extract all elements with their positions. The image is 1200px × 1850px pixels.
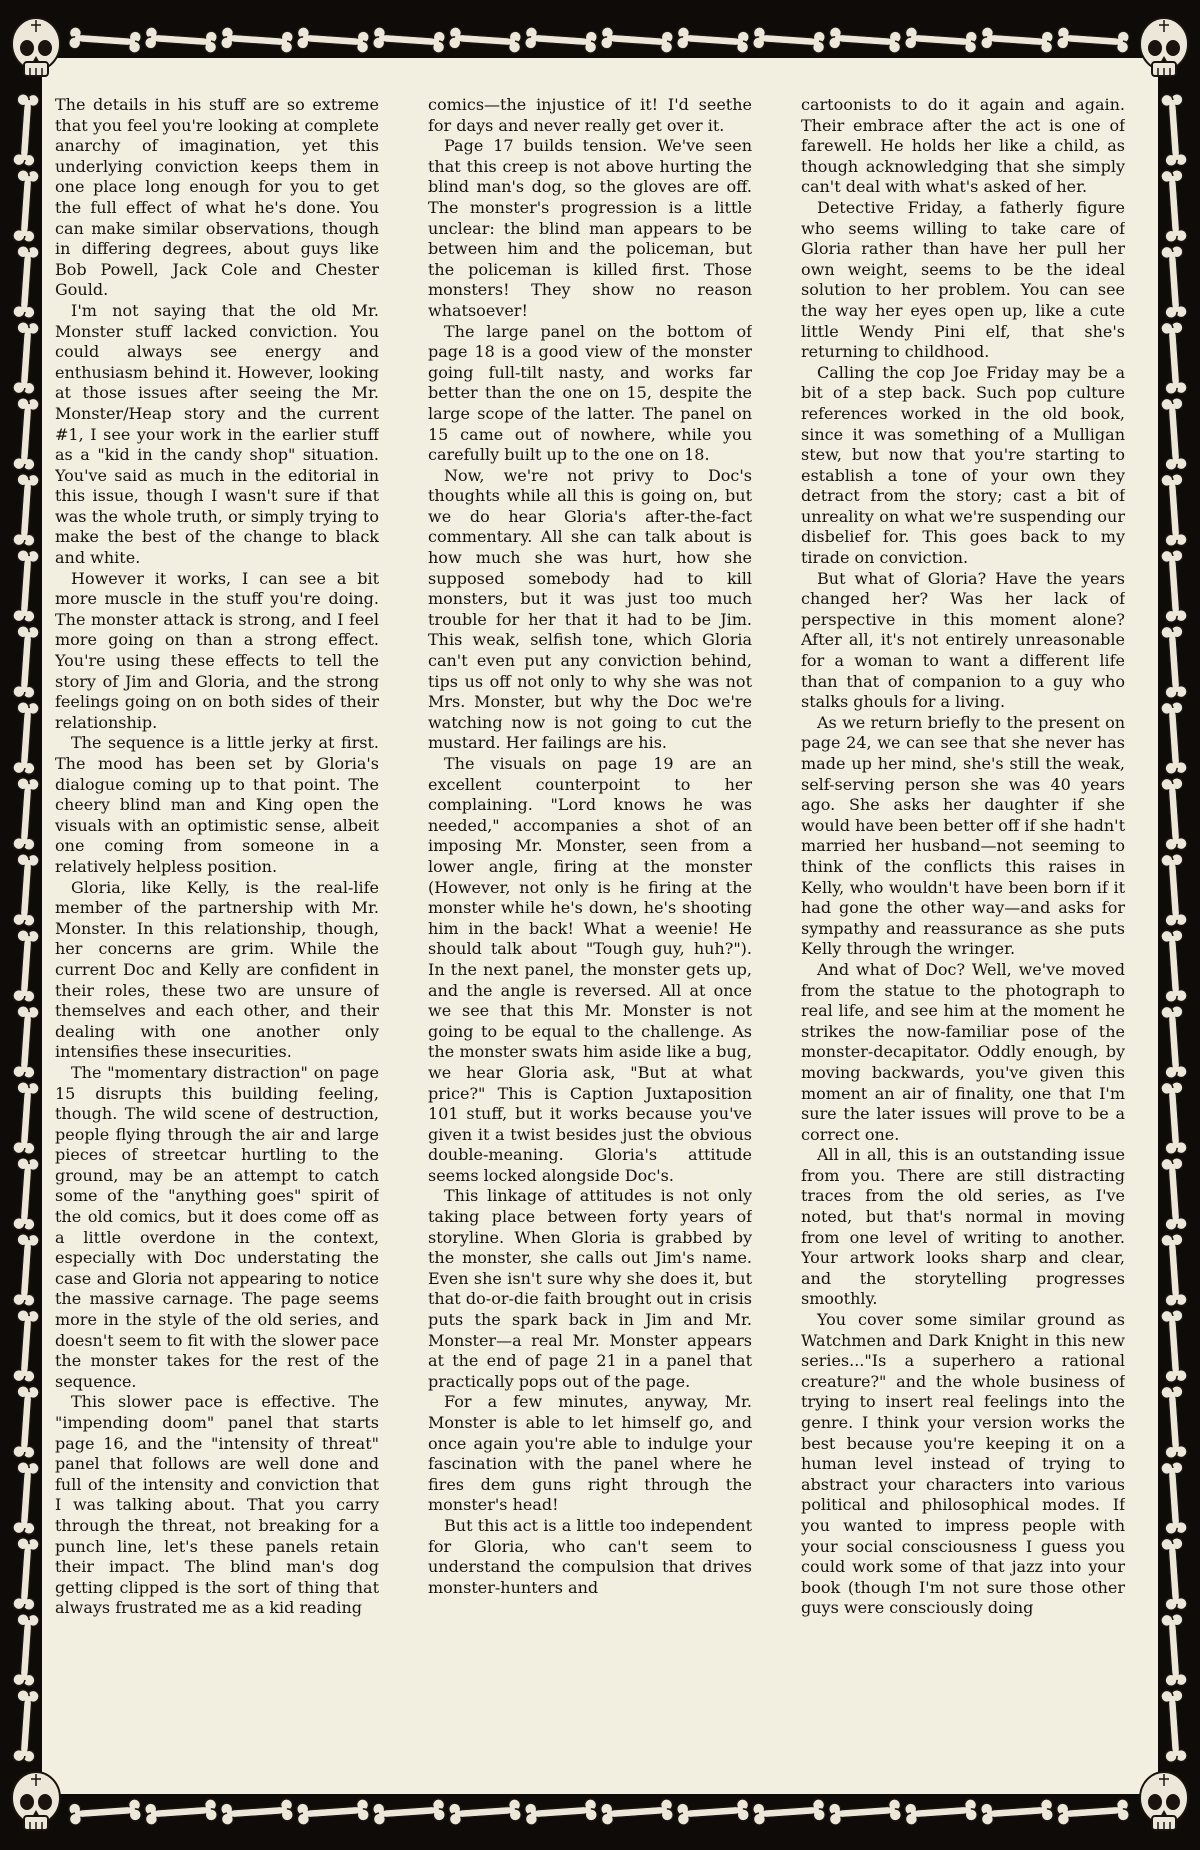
bone-icon (980, 1799, 1053, 1826)
bone-icon (1161, 1005, 1188, 1078)
paragraph: The details in his stuff are so extreme that you feel you're looking at complete anarchy of imagination, yet this underlying conviction keeps them in one place long enough for you to get the full effect of what he's done. You can make similar observations, though in differing degrees, about guys like Bob Powell, Jack Cole and Chester Gould. (55, 95, 379, 300)
bone-icon (1161, 1385, 1188, 1458)
bone-icon (13, 1537, 40, 1610)
bone-icon (13, 1233, 40, 1306)
article-columns (55, 95, 1125, 1745)
bone-icon (1161, 1081, 1188, 1154)
bone-icon (1161, 169, 1188, 242)
bone-icon (13, 169, 40, 242)
paragraph: But this act is a little too independent for Gloria, who can't seem to understand the compulsion that drives monster-hunters and (428, 1515, 752, 1597)
bone-icon (1161, 245, 1188, 318)
paragraph: But what of Gloria? Have the years changed her? Was her lack of perspective in this moment alone? After all, it's not entirely unreasonable for a woman to want a different life than that of companion to a guy who stalks ghouls for a living. (801, 568, 1125, 712)
paragraph: However it works, I can see a bit more muscle in the stuff you're doing. The monster attack is strong, and I feel more going on than a strong effect. You're using these effects to tell the story of Jim and Gloria, and the strong feelings going on on both sides of their relationship. (55, 568, 379, 732)
paragraph: All in all, this is an outstanding issue from you. There are still distracting traces from the old series, as I've noted, but that's normal in moving from one level of writing to another. Your artwork looks sharp and clear, and the storytelling progresses smoothly. (801, 1145, 1125, 1309)
bone-icon (13, 1081, 40, 1154)
bone-icon (1161, 1537, 1188, 1610)
bone-icon (980, 27, 1053, 54)
bone-icon (144, 27, 217, 54)
bone-icon (1056, 1799, 1129, 1826)
bone-icon (904, 27, 977, 54)
bone-icon (448, 27, 521, 54)
bone-icon (1161, 701, 1188, 774)
bone-icon (220, 27, 293, 54)
paragraph: Now, we're not privy to Doc's thoughts while all this is going on, but we do hear Gloria's after-the-fact commentary. All she can talk about is how much she was hurt, how she supposed somebody had to kill monsters, but it was just too much trouble for her that it had to be Jim. This weak, selfish tone, which Gloria can't even put any conviction behind, tips us off not only to why she was not Mrs. Monster, but why the Doc we're watching now is not going to cut the mustard. Her failings are his. (428, 465, 752, 753)
bone-icon (1161, 929, 1188, 1002)
bone-icon (1161, 397, 1188, 470)
bone-icon (1161, 853, 1188, 926)
bone-icon (13, 549, 40, 622)
bone-icon (13, 245, 40, 318)
skull-icon-bottom-left (12, 1772, 60, 1830)
paragraph: cartoonists to do it again and again. Their embrace after the act is one of farewell. He holds her like a child, as though acknowledging that she simply can't deal with what's asked of her. (801, 95, 1125, 197)
bone-icon (220, 1799, 293, 1826)
bone-icon (1161, 1689, 1188, 1762)
paragraph: For a few minutes, anyway, Mr. Monster is able to let himself go, and once again you're able to indulge your fascination with the panel where he fires dem guns right through the monster's head! (428, 1392, 752, 1515)
article-column-3 (801, 95, 1125, 1745)
bone-icon (1161, 93, 1188, 166)
bone-icon (1161, 1233, 1188, 1306)
paragraph: You cover some similar ground as Watchmen and Dark Knight in this new series..."Is a superhero a rational creature?" and the whole business of trying to insert real feelings into the genre. I think your version works the best because you're keeping it on a human level instead of trying to abstract your characters into various political and philosophical modes. If you wanted to impress people with your social consciousness I guess you could work some of that jazz into your book (though I'm not sure those other guys were consciously doing (801, 1310, 1125, 1618)
bone-icon (13, 1613, 40, 1686)
bone-icon (1161, 625, 1188, 698)
paragraph: Page 17 builds tension. We've seen that this creep is not above hurting the blind man's dog, so the gloves are off. The monster's progression is a little unclear: the blind man appears to be between him and the policeman, but the policeman is killed first. Those monsters! They show no reason whatsoever! (428, 136, 752, 320)
bone-icon (144, 1799, 217, 1826)
paragraph: Gloria, like Kelly, is the real-life member of the partnership with Mr. Monster. In this relationship, though, her concerns are grim. While the current Doc and Kelly are confident in their roles, these two are unsure of themselves and each other, and their dealing with one another only intensifies these insecurities. (55, 877, 379, 1062)
bone-icon (13, 929, 40, 1002)
bone-icon (68, 1799, 141, 1826)
paragraph: I'm not saying that the old Mr. Monster stuff lacked conviction. You could always see energy and enthusiasm behind it. However, looking at those issues after seeing the Mr. Monster/Heap story and the current #1, I see your work in the earlier stuff as a "kid in the candy shop" situation. You've said as much in the editorial in this issue, though I wasn't sure if that was the whole truth, or simply trying to make the best of the change to black and white. (55, 300, 379, 568)
paragraph: As we return briefly to the present on page 24, we can see that she never has made up her mind, she's still the weak, self-serving person she was 40 years ago. She asks her daughter if she would have been better off if she hadn't married her husband—not seeming to think of the conflicts this raises in Kelly, who wouldn't have been born if it had gone the other way—and asks for sympathy and reassurance as she puts Kelly through the wringer. (801, 712, 1125, 959)
bone-icon (752, 27, 825, 54)
skull-icon-top-right (1140, 18, 1188, 76)
bone-icon (524, 27, 597, 54)
bone-icon (13, 1689, 40, 1762)
bone-icon (13, 625, 40, 698)
bone-icon (13, 1157, 40, 1230)
bone-icon (68, 27, 141, 54)
bone-icon (676, 27, 749, 54)
bone-icon (13, 1461, 40, 1534)
bone-icon (1161, 321, 1188, 394)
bone-icon (13, 701, 40, 774)
bone-icon (600, 1799, 673, 1826)
paragraph: Calling the cop Joe Friday may be a bit of a step back. Such pop culture references worked in the old book, since it was something of a Mulligan stew, but now that you're starting to establish a tone of your own they detract from the story; cast a bit of unreality on what we're suspending our disbelief for. This goes back to my tirade on conviction. (801, 362, 1125, 568)
bone-icon (828, 27, 901, 54)
article-column-2 (428, 95, 752, 1745)
paragraph: This linkage of attitudes is not only taking place between forty years of storyline. When Gloria is grabbed by the monster, she calls out Jim's name. Even she isn't sure why she does it, but that do-or-die faith brought out in crisis puts the spark back in Jim and Mr. Monster—a real Mr. Monster appears at the end of page 21 in a panel that practically pops out of the page. (428, 1186, 752, 1391)
bone-icon (828, 1799, 901, 1826)
paragraph: The visuals on page 19 are an excellent counterpoint to her complaining. "Lord knows he was needed," accompanies a shot of an imposing Mr. Monster, seen from a lower angle, firing at the monster (However, not only is he firing at the monster while he's down, he's shooting him in the back! What a weenie! He should talk about "Tough guy, huh?"). In the next panel, the monster gets up, and the angle is reversed. All at once we see that this Mr. Monster is not going to be equal to the challenge. As the monster swats him aside like a bug, we hear Gloria ask, "But at what price?" This is Caption Juxtaposition 101 stuff, but it works because you've given it a twist besides just the obvious double-meaning. Gloria's attitude seems locked alongside Doc's. (428, 754, 752, 1185)
paragraph: This slower pace is effective. The "impending doom" panel that starts page 16, and the "intensity of threat" panel that follows are well done and full of the intensity and conviction that I was talking about. That you carry through the threat, not breaking for a punch line, let's these panels retain their impact. The blind man's dog getting clipped is the sort of thing that always frustrated me as a kid reading (55, 1392, 379, 1618)
bone-icon (1056, 27, 1129, 54)
bone-icon (1161, 549, 1188, 622)
paragraph: The "momentary distraction" on page 15 disrupts this building feeling, though. The wild scene of destruction, people flying through the air and large pieces of streetcar hurtling to the ground, may be an attempt to catch some of the "anything goes" spirit of the old comics, but it does come off as a little overdone in the context, especially with Doc understating the case and Gloria not appearing to notice the massive carnage. The page seems more in the style of the old series, and doesn't seem to fit with the slower pace the monster takes for the rest of the sequence. (55, 1062, 379, 1391)
bone-icon (13, 1005, 40, 1078)
bone-icon (13, 777, 40, 850)
bone-icon (448, 1799, 521, 1826)
paragraph: Detective Friday, a fatherly figure who seems willing to take care of Gloria rather than have her pull her own weight, seems to be the ideal solution to her problem. You can see the way her eyes open up, like a cute little Wendy Pini elf, that she's returning to childhood. (801, 197, 1125, 362)
bone-icon (600, 27, 673, 54)
bone-icon (296, 1799, 369, 1826)
bone-icon (1161, 1613, 1188, 1686)
bone-icon (372, 1799, 445, 1826)
bone-icon (13, 853, 40, 926)
bone-icon (13, 93, 40, 166)
bone-icon (13, 1309, 40, 1382)
bone-icon (1161, 1461, 1188, 1534)
skull-icon-top-left (12, 18, 60, 76)
bone-icon (1161, 777, 1188, 850)
paragraph: And what of Doc? Well, we've moved from the statue to the photograph to real life, and see him at the moment he strikes the now-familiar pose of the monster-decapitator. Oddly enough, by moving backwards, you've given this moment an air of finality, one that I'm sure the later issues will prove to be a correct one. (801, 959, 1125, 1144)
bone-icon (1161, 473, 1188, 546)
paragraph: The sequence is a little jerky at first. The mood has been set by Gloria's dialogue coming up to that point. The cheery blind man and King open the visuals with an optimistic sense, albeit one coming from someone in a relatively helpless position. (55, 733, 379, 876)
bone-icon (904, 1799, 977, 1826)
bone-icon (524, 1799, 597, 1826)
bone-icon (752, 1799, 825, 1826)
paragraph: comics—the injustice of it! I'd seethe for days and never really get over it. (428, 95, 752, 135)
bone-icon (296, 27, 369, 54)
bone-icon (372, 27, 445, 54)
bone-icon (1161, 1309, 1188, 1382)
bone-icon (13, 1385, 40, 1458)
paragraph: The large panel on the bottom of page 18 is a good view of the monster going full-tilt nasty, and works far better than the one on 15, despite the large scope of the latter. The panel on 15 came out of nowhere, while you carefully built up to the one on 18. (428, 321, 752, 465)
bone-icon (13, 473, 40, 546)
bone-icon (13, 397, 40, 470)
article-column-1 (55, 95, 379, 1745)
bone-icon (13, 321, 40, 394)
bone-icon (1161, 1157, 1188, 1230)
skull-icon-bottom-right (1140, 1772, 1188, 1830)
bone-icon (676, 1799, 749, 1826)
